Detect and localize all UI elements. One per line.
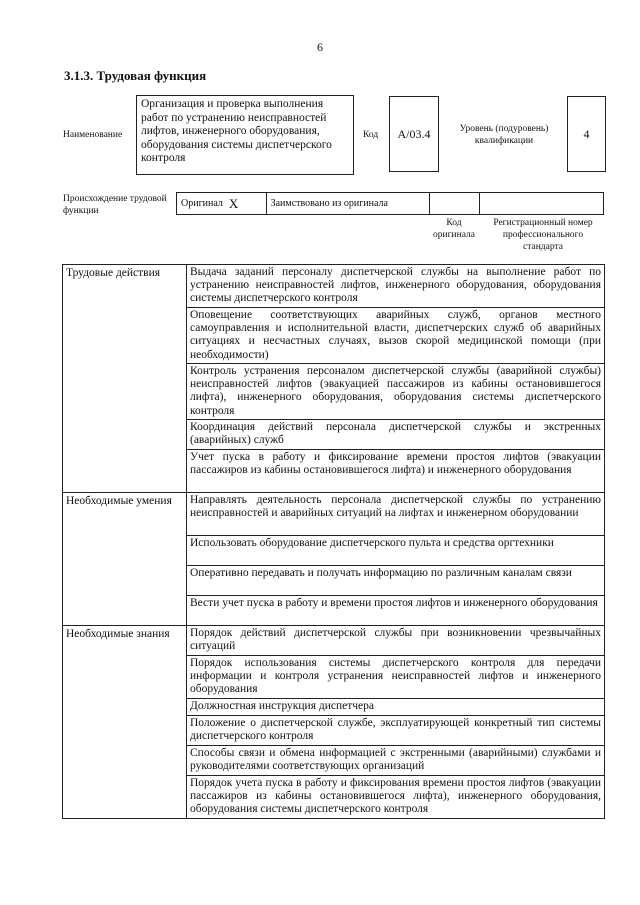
table-cell: Оперативно передавать и получать информацию по различным каналам связи	[187, 566, 605, 596]
code-original-caption: Код оригинала	[433, 218, 475, 240]
table-cell: Направлять деятельность персонала диспетчерской службы по устранению неисправностей и аварийных ситуаций на лифтах и инженерном оборудовании	[187, 493, 605, 536]
level-label: Уровень (подуровень) квалификации	[459, 124, 549, 146]
name-label: Наименование	[63, 130, 123, 140]
table-cell: Учет пуска в работу и фиксирование времени простоя лифтов (эвакуации пассажиров из кабины остановившегося лифта) и инженерного оборудования	[187, 450, 605, 493]
table-cell: Выдача заданий персоналу диспетчерской службы на выполнение работ по устранению неисправностей лифтов, инженерного оборудования, оборудования системы диспетчерского контроля	[187, 265, 605, 308]
table-cell: Использовать оборудование диспетчерского пульта и средства оргтехники	[187, 536, 605, 566]
table-cell: Контроль устранения персоналом диспетчерской службы (аварийной службы) неисправностей лифтов (эвакуацией пассажиров из кабины остановившегося лифта), инженерного оборудования, оборудования системы диспетчерского контроля	[187, 364, 605, 420]
table-cell: Вести учет пуска в работу и времени простоя лифтов и инженерного оборудования	[187, 596, 605, 626]
table-row	[63, 493, 605, 536]
table-cell: Положение о диспетчерской службе, эксплуатирующей конкретный тип системы диспетчерского контроля	[187, 716, 605, 746]
table-row	[63, 265, 605, 308]
category-cell: Необходимые умения	[63, 493, 187, 626]
borrowed-label: Заимствовано из оригинала	[267, 193, 430, 214]
competency-table	[62, 264, 605, 819]
code-label: Код	[363, 130, 379, 140]
function-name: Организация и проверка выполнения работ по устранению неисправностей лифтов, инженерного оборудования, оборудования системы диспетчерского контроля	[136, 95, 354, 175]
original-label: Оригинал	[181, 198, 223, 209]
section-title: 3.1.3. Трудовая функция	[64, 68, 207, 83]
table-cell: Должностная инструкция диспетчера	[187, 699, 605, 716]
table-cell: Порядок действий диспетчерской службы при возникновении чрезвычайных ситуаций	[187, 626, 605, 656]
table-cell: Способы связи и обмена информацией с экстренными (аварийными) службами и руководителями соответствующих организаций	[187, 746, 605, 776]
category-cell: Необходимые знания	[63, 626, 187, 819]
origin-label: Происхождение трудовой функции	[63, 194, 167, 216]
table-row	[63, 626, 605, 656]
function-code: А/03.4	[389, 96, 439, 172]
table-cell: Порядок учета пуска в работу и фиксирования времени простоя лифтов (эвакуации пассажиров из кабины остановившегося лифта), инженерного оборудования, оборудования системы диспетчерского контроля	[187, 776, 605, 819]
table-cell: Порядок использования системы диспетчерского контроля для передачи информации и контроля устранения неисправностей лифтов и инженерного оборудования	[187, 656, 605, 699]
origin-original-cell	[177, 193, 267, 214]
origin-row	[176, 192, 604, 215]
origin-empty-cell	[430, 193, 480, 214]
category-cell: Трудовые действия	[63, 265, 187, 493]
table-cell: Оповещение соответствующих аварийных служб, органов местного самоуправления и исполнительной власти, диспетчерских служб об аварийных ситуациях и несчастных случаях, вызов скорой медицинской помощи (при необходимости)	[187, 308, 605, 364]
qualification-level: 4	[567, 96, 606, 172]
original-mark: X	[228, 195, 239, 211]
reg-number-caption: Регистрационный номер профессионального стандарта	[493, 218, 593, 252]
table-cell: Координация действий персонала диспетчерской службы и экстренных (аварийных) служб	[187, 420, 605, 450]
origin-code-cell	[480, 193, 603, 214]
page-number: 6	[317, 40, 323, 54]
